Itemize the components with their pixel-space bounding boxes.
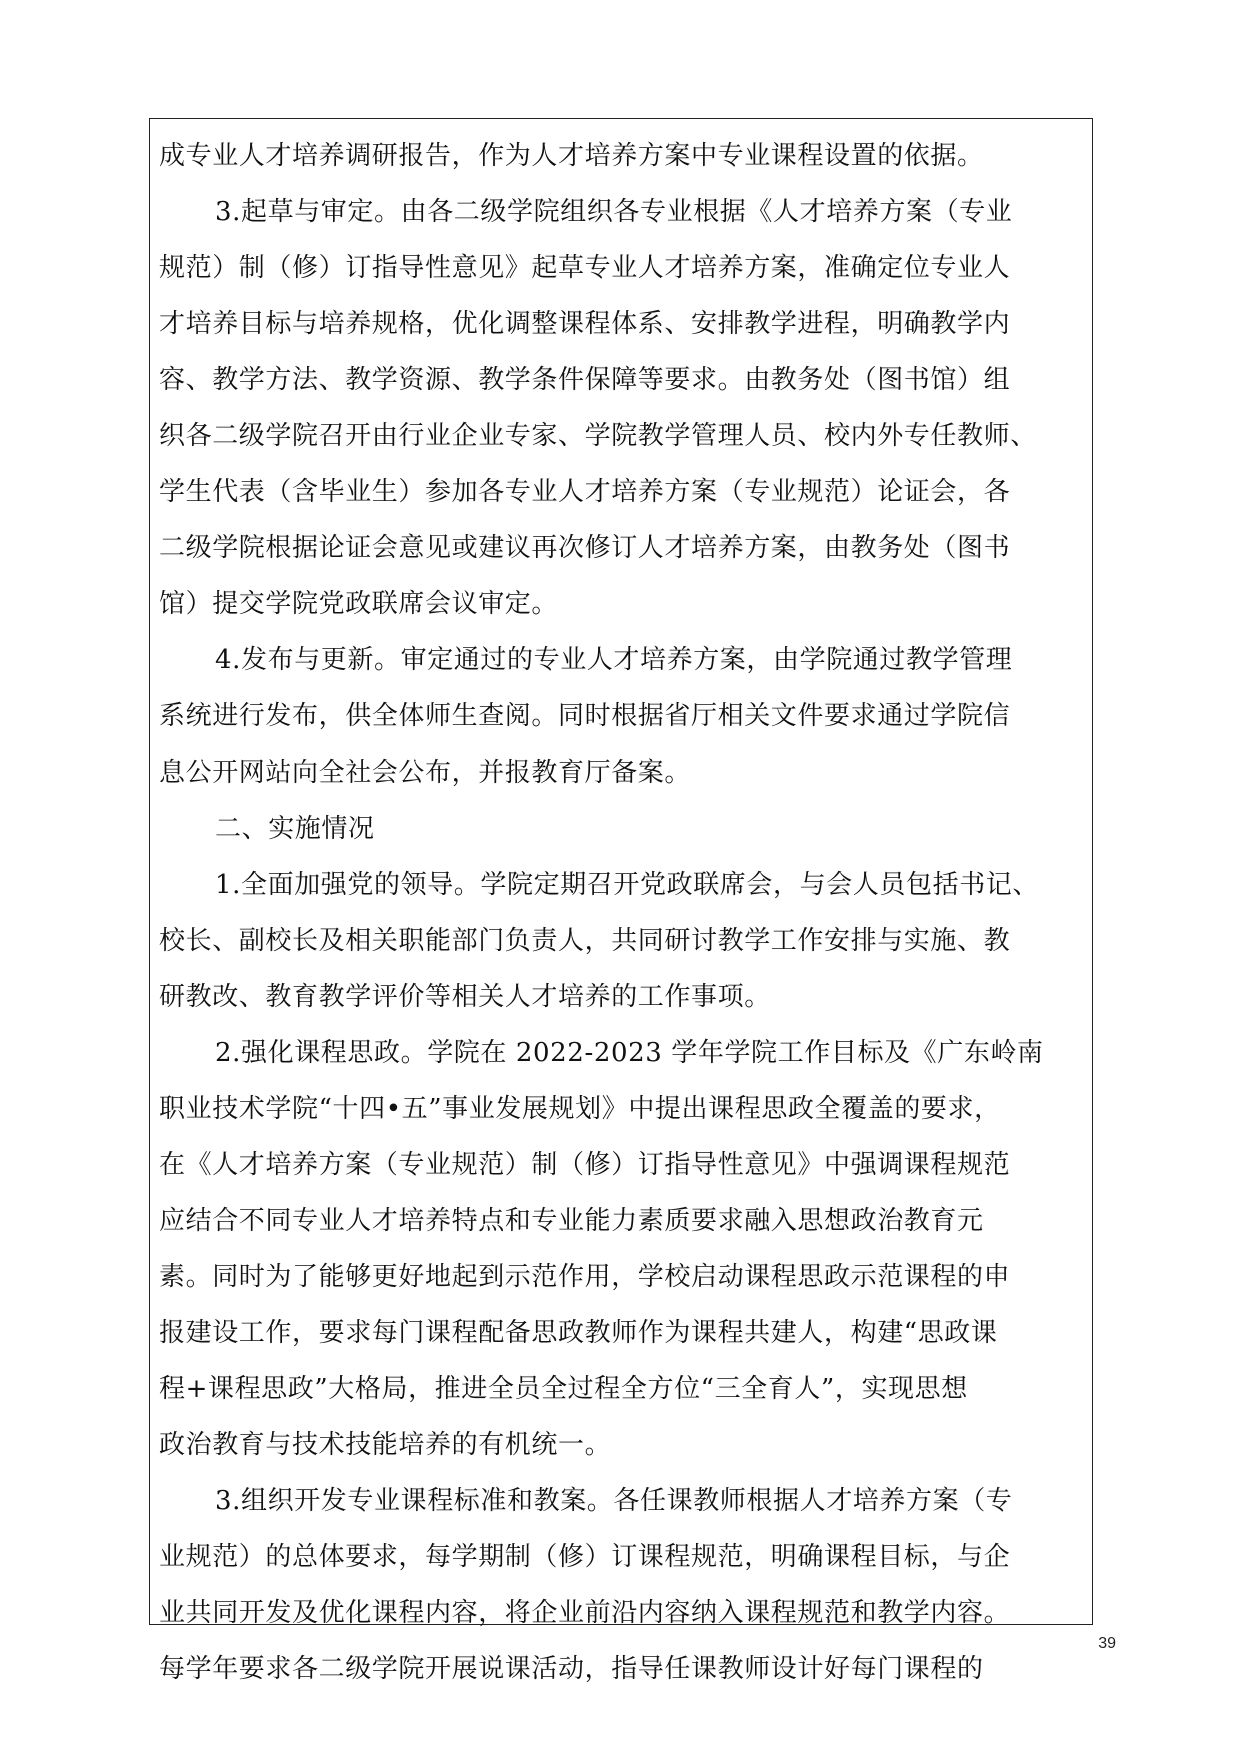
paragraph <box>159 857 1085 1025</box>
paragraph-line: 学生代表（含毕业生）参加各专业人才培养方案（专业规范）论证会，各 <box>159 477 1011 508</box>
document-body <box>159 128 1085 1697</box>
paragraph-line: 校长、副校长及相关职能部门负责人，共同研讨教学工作安排与实施、教 <box>159 925 1011 956</box>
paragraph-line: 系统进行发布，供全体师生查阅。同时根据省厅相关文件要求通过学院信 <box>159 701 1011 732</box>
paragraph-line: 每学年要求各二级学院开展说课活动，指导任课教师设计好每门课程的 <box>159 1654 984 1685</box>
paragraph-line: 职业技术学院“十四•五”事业发展规划》中提出课程思政全覆盖的要求， <box>159 1093 1001 1124</box>
paragraph-line: 才培养目标与培养规格，优化调整课程体系、安排教学进程，明确教学内 <box>159 309 1011 340</box>
paragraph-line: 研教改、教育教学评价等相关人才培养的工作事项。 <box>159 981 771 1012</box>
paragraph-line: 1.全面加强党的领导。学院定期召开党政联席会，与会人员包括书记、 <box>215 869 1040 900</box>
paragraph <box>159 632 1085 800</box>
paragraph-line: 素。同时为了能够更好地起到示范作用，学校启动课程思政示范课程的申 <box>159 1261 1011 1292</box>
paragraph <box>159 184 1085 632</box>
paragraph <box>159 1473 1085 1697</box>
paragraph-line: 规范）制（修）订指导性意见》起草专业人才培养方案，准确定位专业人 <box>159 253 1011 284</box>
paragraph <box>159 128 1085 184</box>
paragraph-line: 在《人才培养方案（专业规范）制（修）订指导性意见》中强调课程规范 <box>159 1149 1011 1180</box>
paragraph-line: 二、实施情况 <box>215 813 375 844</box>
paragraph-line: 程+课程思政”大格局，推进全员全过程全方位“三全育人”，实现思想 <box>159 1374 968 1405</box>
paragraph-line: 报建设工作，要求每门课程配备思政教师作为课程共建人，构建“思政课 <box>159 1317 998 1348</box>
paragraph-line: 业共同开发及优化课程内容，将企业前沿内容纳入课程规范和教学内容。 <box>159 1598 1011 1629</box>
paragraph-line: 政治教育与技术技能培养的有机统一。 <box>159 1430 612 1461</box>
paragraph-line: 息公开网站向全社会公布，并报教育厅备案。 <box>159 757 692 788</box>
paragraph-line: 业规范）的总体要求，每学期制（修）订课程规范，明确课程目标，与企 <box>159 1542 1011 1573</box>
paragraph-line: 3.起草与审定。由各二级学院组织各专业根据《人才培养方案（专业 <box>215 197 1013 228</box>
paragraph-line: 织各二级学院召开由行业企业专家、学院教学管理人员、校内外专任教师、 <box>159 421 1037 452</box>
paragraph <box>159 801 1085 857</box>
paragraph-line: 应结合不同专业人才培养特点和专业能力素质要求融入思想政治教育元 <box>159 1205 984 1236</box>
paragraph-line: 2.强化课程思政。学院在 2022-2023 学年学院工作目标及《广东岭南 <box>215 1037 1044 1068</box>
paragraph-line: 馆）提交学院党政联席会议审定。 <box>159 589 559 620</box>
paragraph-line: 二级学院根据论证会意见或建议再次修订人才培养方案，由教务处（图书 <box>159 533 1011 564</box>
paragraph-line: 成专业人才培养调研报告，作为人才培养方案中专业课程设置的依据。 <box>159 141 984 171</box>
paragraph-line: 3.组织开发专业课程标准和教案。各任课教师根据人才培养方案（专 <box>215 1486 1013 1517</box>
page-number: 39 <box>1098 1635 1116 1652</box>
paragraph <box>159 1025 1085 1473</box>
paragraph-line: 容、教学方法、教学资源、教学条件保障等要求。由教务处（图书馆）组 <box>159 365 1011 396</box>
paragraph-line: 4.发布与更新。审定通过的专业人才培养方案，由学院通过教学管理 <box>215 645 1013 676</box>
